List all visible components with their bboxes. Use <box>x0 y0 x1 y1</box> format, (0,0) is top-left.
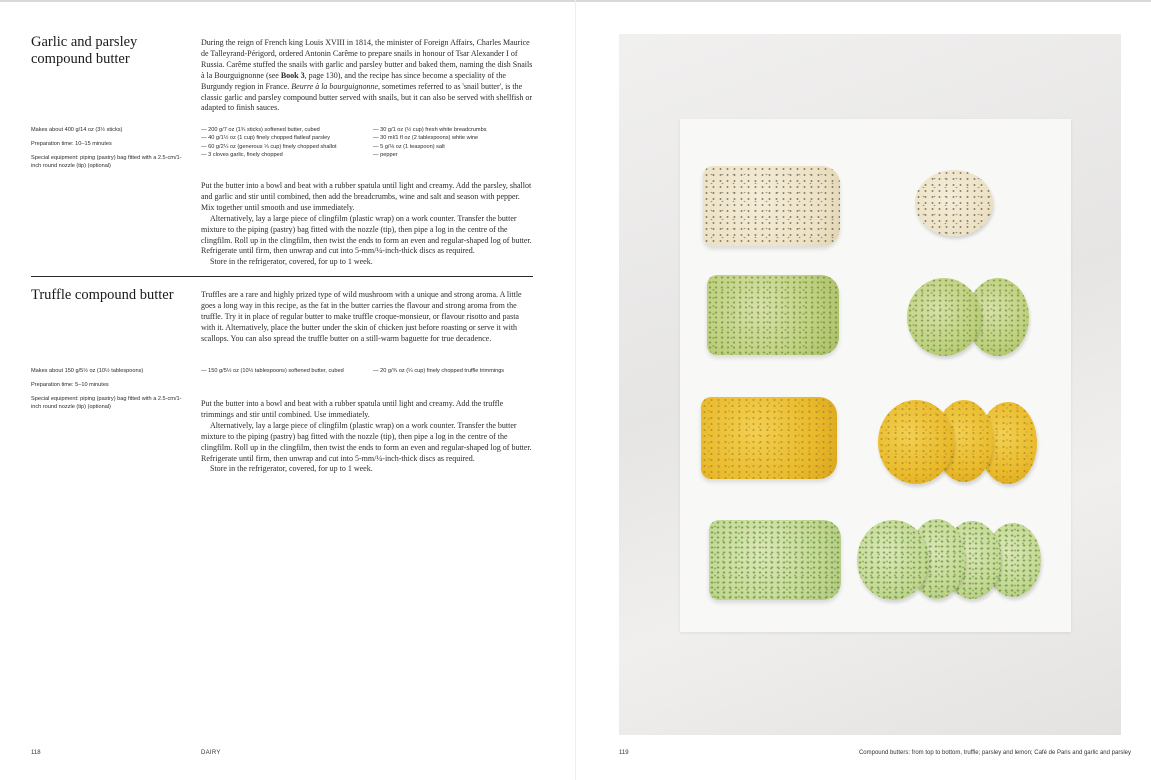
garlic-parsley-butter-log <box>709 520 841 600</box>
book-reference: Book 3 <box>280 70 305 80</box>
truffle-butter-disc <box>915 170 993 236</box>
recipe-intro-truffle: Truffles are a rare and highly prized type of wild mushroom with a unique and strong aroma. A little goes a long way in this recipe, as the fat in the butter carries the flavour and strong aroma from the truffle. Try it in place of regular butter to make truffle croque-monsieur, or flavour risotto and pasta with it. Alternatively, place the butter under the skin of chicken just before roasting or serve it with scallops. You can also spread the truffle butter on a still-warm baguette for true decadence. <box>201 290 522 343</box>
garlic-parsley-butter-disc <box>857 520 929 600</box>
prep-time: Preparation time: 5–10 minutes <box>31 382 109 388</box>
ingredient-item: — 40 g/1½ oz (1 cup) finely chopped flatleaf parsley <box>201 134 373 142</box>
intro-text: , sometimes referred to as 'snail butter', is the classic garlic and parsley compound butter served with snails, but it can also be served with shellfish or adapted to finish sauces. <box>201 81 533 113</box>
ingredient-item: — 30 g/1 oz (½ cup) fresh white breadcrumbs <box>373 126 533 134</box>
ingredient-item: — 200 g/7 oz (1¾ sticks) softened butter, cubed <box>201 126 373 134</box>
ingredients-column-2 <box>373 367 533 375</box>
recipe-meta-truffle <box>31 367 189 417</box>
method-garlic-parsley <box>201 181 533 268</box>
photo-caption: Compound butters: from top to bottom, truffle; parsley and lemon; Café de Paris and garlic and parsley <box>858 750 1131 756</box>
recipe-intro-garlic-parsley <box>201 38 533 114</box>
compound-butters-photo <box>619 34 1121 735</box>
ingredients-garlic-parsley <box>201 126 533 159</box>
ingredients-truffle <box>201 367 533 375</box>
cafe-de-paris-butter-log <box>701 397 837 479</box>
recipe-title-truffle: Truffle compound butter <box>31 287 174 303</box>
method-step: Alternatively, lay a large piece of clingfilm (plastic wrap) on a work counter. Transfer the butter mixture to the piping (pastry) bag fitted with the nozzle (tip), then pipe a log in the centre of the clingfilm. Roll up in the clingfilm, then twist the ends to form an even and regular-shaped log of butter. Refrigerate until firm, then unwrap and cut into 5-mm/¼-inch-thick discs as required. <box>201 420 532 463</box>
ingredients-column-1 <box>201 367 373 375</box>
truffle-butter-log <box>703 166 840 246</box>
method-step: Put the butter into a bowl and beat with a rubber spatula until light and creamy. Add the truffle trimmings and stir until combined. Use immediately. <box>201 399 504 419</box>
ingredient-item: — 5 g/⅛ oz (1 teaspoon) salt <box>373 143 533 151</box>
recipe-title-garlic-parsley: Garlic and parsley compound butter <box>31 34 138 67</box>
method-step: Alternatively, lay a large piece of clingfilm (plastic wrap) on a work counter. Transfer the butter mixture to the piping (pastry) bag fitted with the nozzle (tip), then pipe a log in the centre of the clingfilm. Roll up in the clingfilm, then twist the ends to form an even and regular-shaped log of butter. Refrigerate until firm, then unwrap and cut into 5-mm/¼-inch-thick discs as required. <box>201 213 532 256</box>
ingredient-item: — 30 ml/1 fl oz (2 tablespoons) white wine <box>373 134 533 142</box>
recipe-meta-garlic-parsley <box>31 126 189 176</box>
intro-text: , page 130), and the recipe has since become a speciality of the Burgundy region in France. <box>201 70 506 91</box>
ingredient-item: — 60 g/2¼ oz (generous ⅓ cup) finely chopped shallot <box>201 143 373 151</box>
cafe-de-paris-butter-disc <box>878 400 954 484</box>
method-step: Store in the refrigerator, covered, for up to 1 week. <box>210 464 373 474</box>
dish-name: Beurre à la bourguignonne <box>291 81 379 91</box>
yield: Makes about 400 g/14 oz (3½ sticks) <box>31 127 123 133</box>
section-divider <box>31 276 533 277</box>
running-head: DAIRY <box>201 750 221 756</box>
special-equipment: Special equipment: piping (pastry) bag fitted with a 2.5-cm/1-inch round nozzle (tip) (optional) <box>31 396 182 410</box>
ingredient-item: — 20 g/¾ oz (¼ cup) finely chopped truffle trimmings <box>373 367 533 375</box>
page-gutter <box>575 0 576 780</box>
ingredient-item: — 150 g/5½ oz (10½ tablespoons) softened butter, cubed <box>201 367 373 375</box>
method-step: Put the butter into a bowl and beat with a rubber spatula until light and creamy. Add the parsley, shallot and garlic and stir until combined, then add the breadcrumbs, wine and salt and season with pepper. Mix together until smooth and use immediately. <box>201 181 532 212</box>
method-truffle <box>201 399 533 475</box>
parsley-lemon-butter-log <box>707 275 839 355</box>
special-equipment: Special equipment: piping (pastry) bag fitted with a 2.5-cm/1-inch round nozzle (tip) (optional) <box>31 155 182 169</box>
page-number-right: 119 <box>619 750 629 756</box>
ingredients-column-1 <box>201 126 373 159</box>
parsley-lemon-butter-disc <box>907 278 981 356</box>
prep-time: Preparation time: 10–15 minutes <box>31 141 112 147</box>
ingredient-item: — pepper <box>373 151 533 159</box>
intro-text: During the reign of French king Louis XVIII in 1814, the minister of Foreign Affairs, Charles Maurice de Talleyrand-Périgord, ordered Antonin Carême to prepare snails in honour of Tsar Alexander I of Russia. Carême stuffed the snails with garlic and parsley butter and baked them, naming the dish Snails à la Bourguignonne (see <box>201 38 533 80</box>
ingredient-item: — 3 cloves garlic, finely chopped <box>201 151 373 159</box>
method-step: Store in the refrigerator, covered, for up to 1 week. <box>210 257 373 267</box>
yield: Makes about 150 g/5½ oz (10½ tablespoons) <box>31 368 144 374</box>
page-number-left: 118 <box>31 750 41 756</box>
ingredients-column-2 <box>373 126 533 159</box>
